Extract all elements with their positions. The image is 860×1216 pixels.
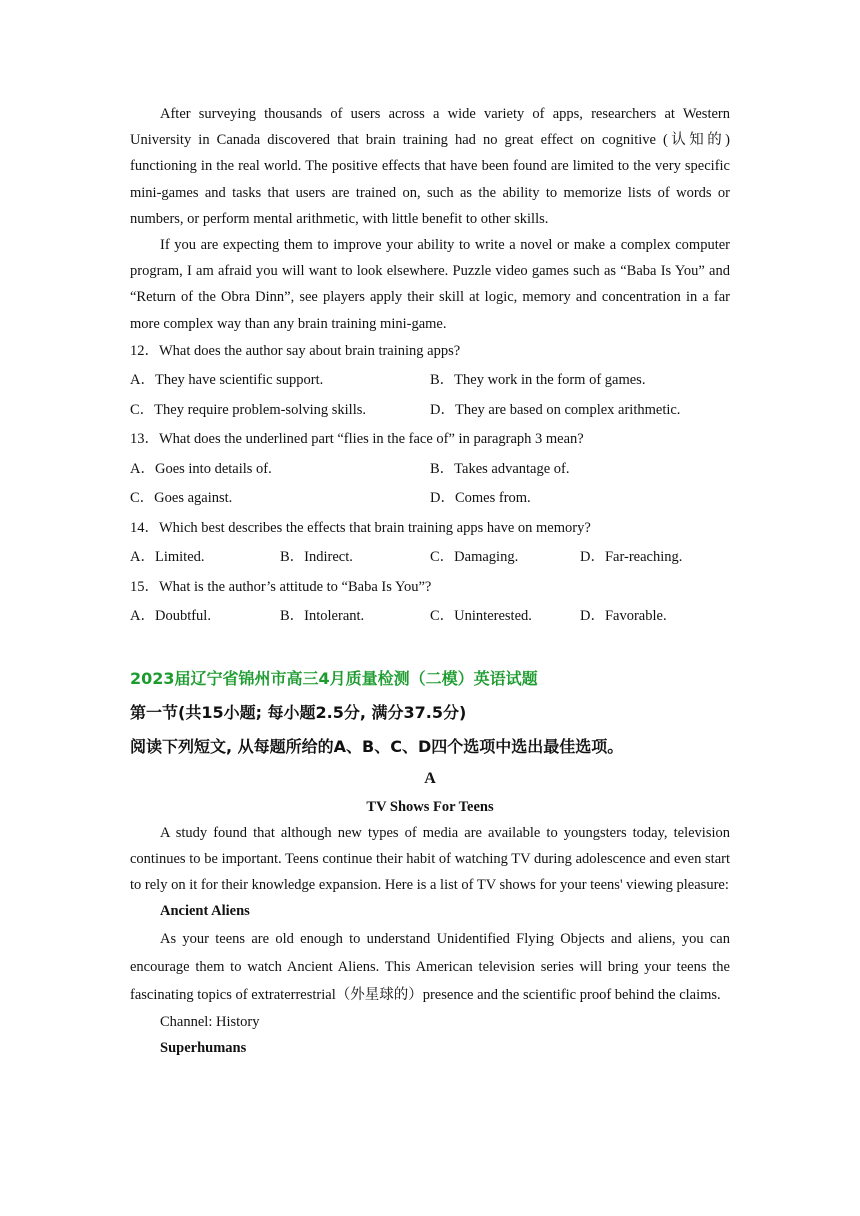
option-d: D．Far-reaching. [580, 549, 683, 566]
option-c: C．Goes against. [130, 490, 233, 507]
option-d: D．Favorable. [580, 608, 667, 625]
show-description-ancient-aliens: As your teens are old enough to understand Unidentified Flying Objects and aliens, you can encourage them to watch Ancient Aliens. This American television series will bring your teens the fascinating topics of extraterrestrial（外星球的）presence and the scientific proof behind the claims. [130, 930, 730, 1003]
question-14-stem: 14．Which best describes the effects that brain training apps have on memory? [130, 519, 591, 536]
question-12-options-row-2 [130, 396, 730, 426]
page-content [130, 101, 730, 1061]
option-a: A．Limited. [130, 549, 205, 566]
option-c: C．Damaging. [430, 549, 519, 566]
option-a: A．They have scientific support. [130, 372, 324, 389]
part-letter: A [424, 769, 436, 787]
show-title-ancient-aliens: Ancient Aliens [160, 903, 250, 920]
passage-paragraph-1: After surveying thousands of users across a wide variety of apps, researchers at Western University in Canada discovered that brain training had no great effect on cognitive (认知的) functioning in the real world. The positive effects that have been found are limited to the very specific mini-games and tasks that users are trained on, such as the ability to memorize lists of words or numbers, or perform mental arithmetic, with little benefit to other skills. [130, 106, 730, 227]
question-15-stem: 15．What is the author’s attitude to “Baba Is You”? [130, 578, 432, 595]
passage-title: TV Shows For Teens [366, 798, 494, 815]
question-13-stem: 13．What does the underlined part “flies in the face of” in paragraph 3 mean? [130, 431, 584, 448]
option-a: A．Goes into details of. [130, 460, 272, 477]
option-a: A．Doubtful. [130, 608, 211, 625]
question-14-options-row [130, 543, 730, 573]
option-d: D．They are based on complex arithmetic. [430, 401, 681, 418]
option-b: B．Takes advantage of. [430, 460, 570, 477]
passage-paragraph-2: If you are expecting them to improve your ability to write a novel or make a complex computer program, I am afraid you will want to look elsewhere. Puzzle video games such as “Baba Is You” and “Return of the Obra Dinn”, see players apply their skill at logic, memory and concentration in a far more complex way than any brain training mini-game. [130, 237, 730, 332]
option-d: D．Comes from. [430, 490, 531, 507]
question-12-options-row-1 [130, 366, 730, 396]
option-c: C．Uninterested. [430, 608, 532, 625]
intro-paragraph: A study found that although new types of media are available to youngsters today, television continues to be important. Teens continue their habit of watching TV during adolescence and even start to rely on it for their knowledge expansion. Here is a list of TV shows for your teens' viewing pleasure: [130, 824, 730, 894]
question-13-options-row-2 [130, 484, 730, 514]
show-channel: Channel: History [160, 1013, 260, 1030]
section-heading: 第一节(共15小题; 每小题2.5分, 满分37.5分) [130, 702, 467, 722]
question-13-options-row-1 [130, 455, 730, 485]
show-title-superhumans: Superhumans [160, 1039, 247, 1056]
option-b: B．Intolerant. [280, 608, 365, 625]
instruction-line: 阅读下列短文, 从每题所给的A、B、C、D四个选项中选出最佳选项。 [130, 736, 624, 756]
question-12-stem: 12．What does the author say about brain training apps? [130, 342, 461, 359]
option-b: B．Indirect. [280, 549, 353, 566]
option-b: B．They work in the form of games. [430, 372, 646, 389]
exam-title: 2023届辽宁省锦州市高三4月质量检测（二模）英语试题 [130, 668, 538, 688]
section-spacer [130, 632, 730, 662]
question-15-options-row [130, 602, 730, 632]
option-c: C．They require problem-solving skills. [130, 401, 366, 418]
